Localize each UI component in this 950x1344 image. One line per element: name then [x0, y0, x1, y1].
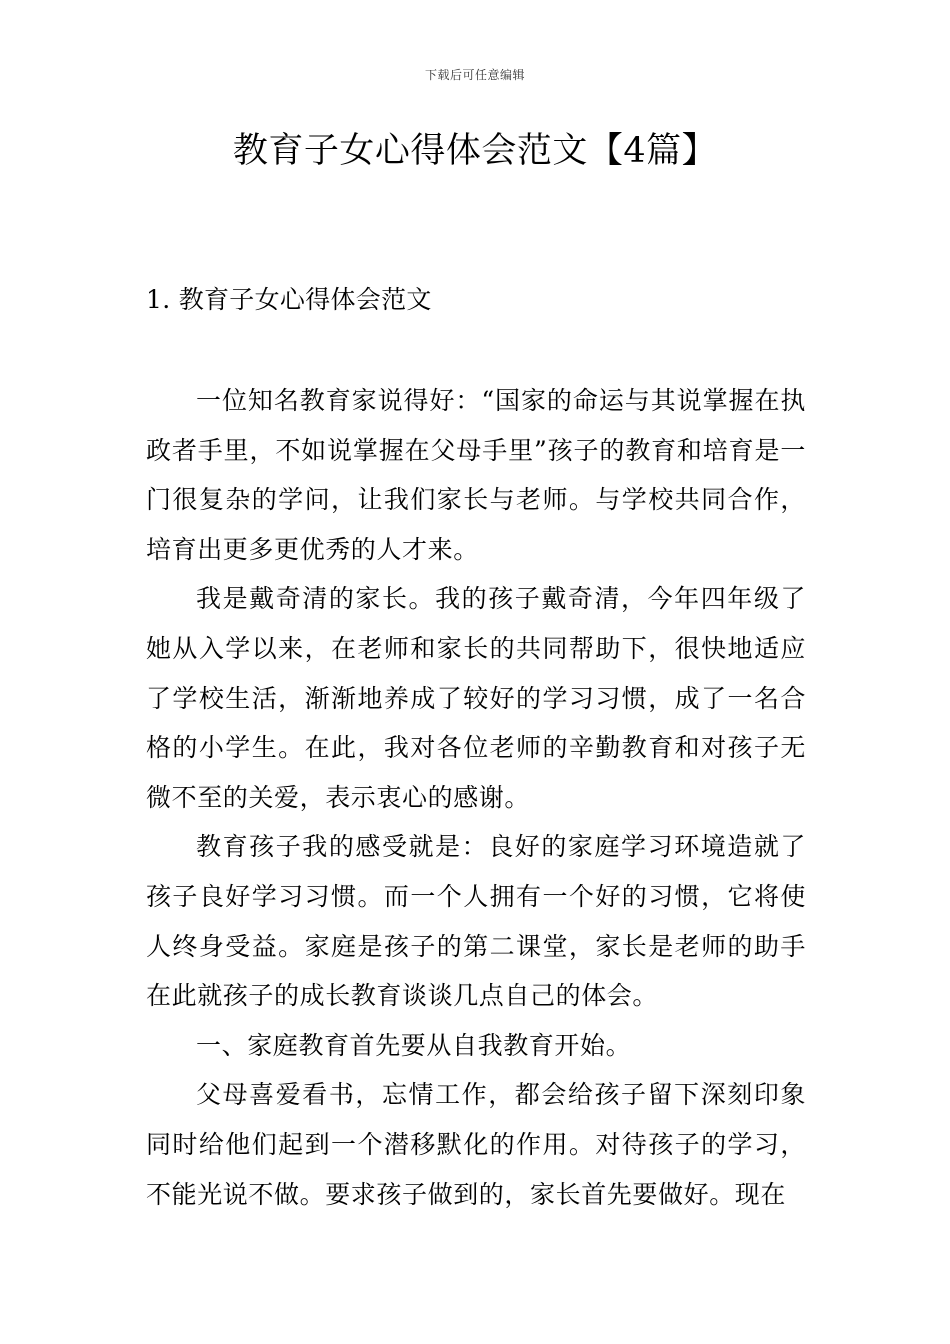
paragraph: 我是戴奇清的家长。我的孩子戴奇清，今年四年级了她从入学以来，在老师和家长的共同帮助下，很快地适应了学校生活，渐渐地养成了较好的学习习惯，成了一名合格的小学生。在此，我对各位老师的辛勤教育和对孩子无微不至的关爱，表示衷心的感谢。 — [146, 584, 806, 812]
body-text — [146, 376, 806, 1219]
paragraph: 一位知名教育家说得好：“国家的命运与其说掌握在执政者手里，不如说掌握在父母手里”孩子的教育和培育是一门很复杂的学问，让我们家长与老师。与学校共同合作，培育出更多更优秀的人才来。 — [146, 386, 806, 564]
document-title: 教育子女心得体会范文【4篇】 — [232, 131, 718, 171]
section-heading: 1. 教育子女心得体会范文 — [146, 285, 432, 314]
paragraph: 父母喜爱看书，忘情工作，都会给孩子留下深刻印象同时给他们起到一个潜移默化的作用。对待孩子的学习，不能光说不做。要求孩子做到的，家长首先要做好。现在 — [146, 1080, 806, 1209]
header-note: 下载后可任意编辑 — [424, 68, 525, 82]
subheading-paragraph: 一、家庭教育首先要从自我教育开始。 — [196, 1030, 632, 1060]
paragraph: 教育孩子我的感受就是：良好的家庭学习环境造就了孩子良好学习习惯。而一个人拥有一个好的习惯，它将使人终身受益。家庭是孩子的第二课堂，家长是老师的助手在此就孩子的成长教育谈谈几点自己的体会。 — [146, 832, 806, 1011]
